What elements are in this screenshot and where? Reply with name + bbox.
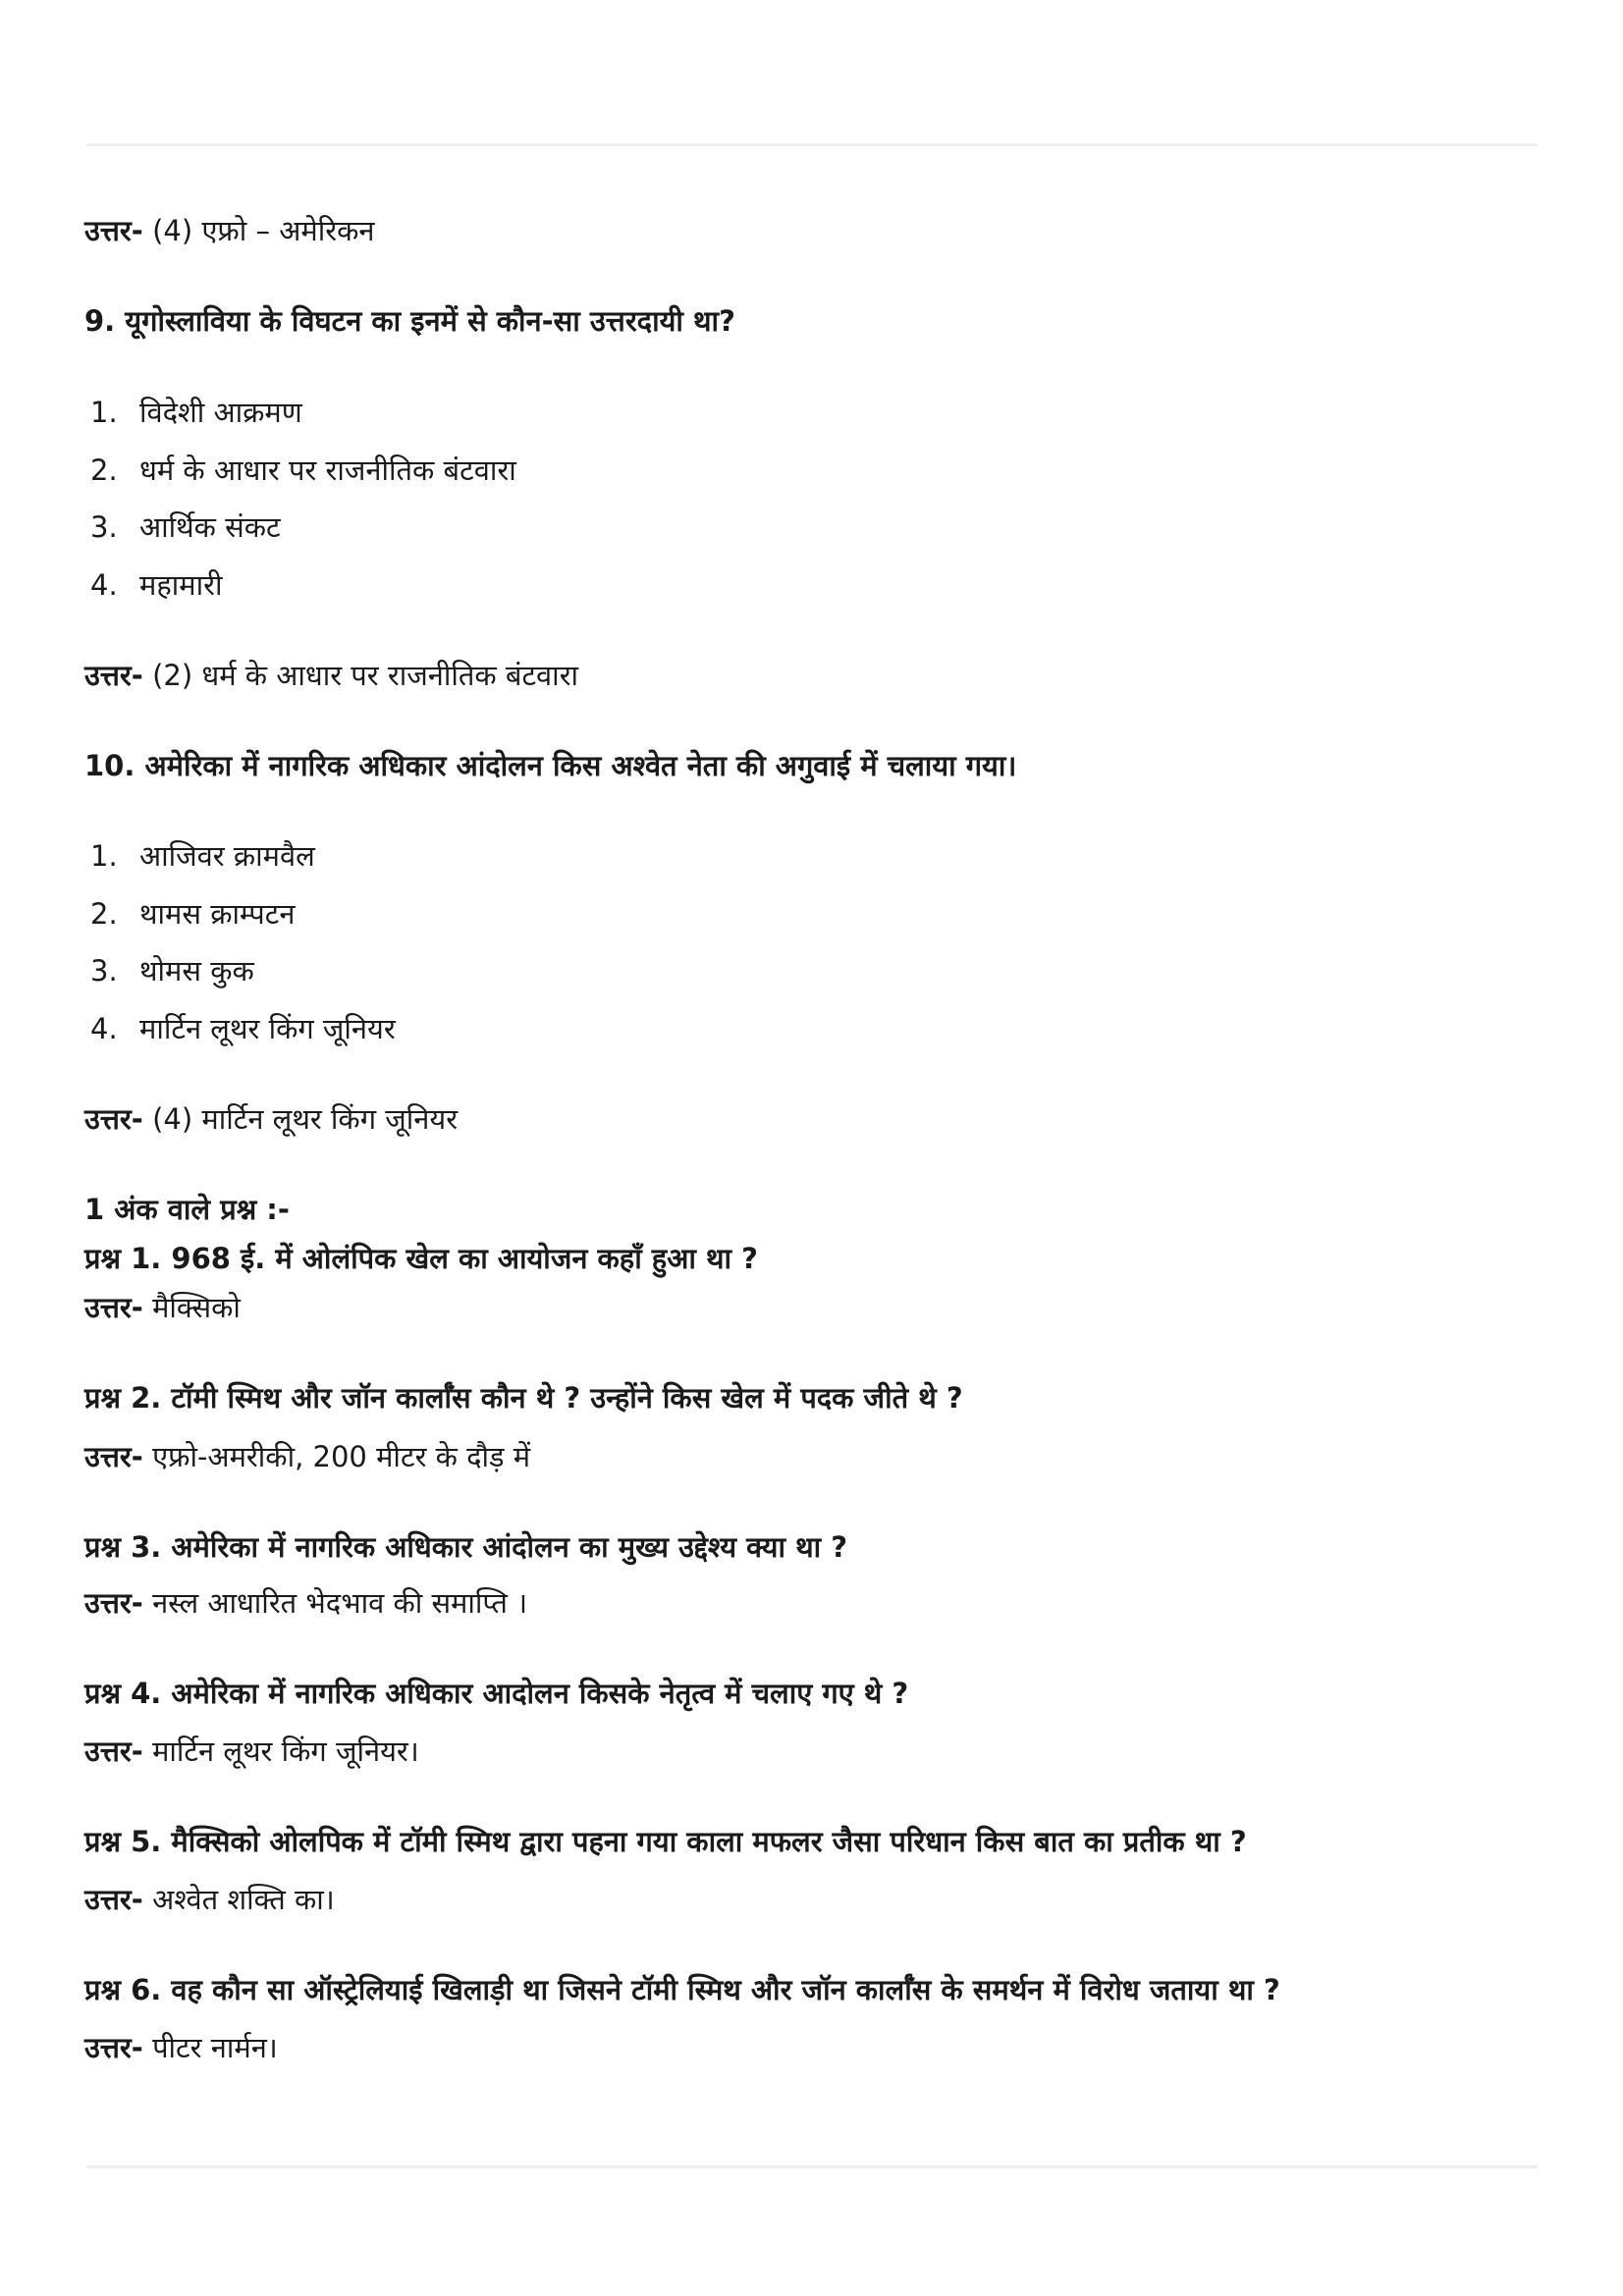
answer-label: उत्तर- [84, 1586, 143, 1620]
short-question-1: प्रश्न 1. 968 ई. में ओलंपिक खेल का आयोजन कहाँ हुआ था ? [84, 1242, 758, 1275]
q10-option-2 [90, 894, 295, 934]
short-question-6: प्रश्न 6. वह कौन सा ऑस्ट्रेलियाई खिलाड़ी था जिसने टॉमी स्मिथ और जॉन कार्लाँस के समर्थन में विरोध जताया था ? [84, 1973, 1280, 2006]
option-text: थामस क्राम्पटन [139, 897, 296, 931]
answer-label: उत्तर- [84, 2031, 143, 2064]
answer-text: (2) धर्म के आधार पर राजनीतिक बंटवारा [152, 659, 579, 692]
short-answer-3 [84, 1583, 527, 1623]
short-answer-2 [84, 1437, 530, 1476]
answer-text: एफ्रो-अमरीकी, 200 मीटर के दौड़ में [152, 1440, 531, 1473]
option-number: 4. [90, 568, 118, 602]
question-10: 10. अमेरिका में नागरिक अधिकार आंदोलन किस अश्वेत नेता की अगुवाई में चलाया गया। [84, 749, 1017, 782]
short-question-5: प्रश्न 5. मैक्सिको ओलपिक में टॉमी स्मिथ द्वारा पहना गया काला मफलर जैसा परिधान किस बात का प्रतीक था ? [84, 1825, 1247, 1858]
short-question-3: प्रश्न 3. अमेरिका में नागरिक अधिकार आंदोलन का मुख्य उद्देश्य क्या था ? [84, 1530, 848, 1564]
answer-text: (4) एफ्रो – अमेरिकन [152, 214, 375, 247]
q9-option-2 [90, 451, 516, 490]
section-heading: 1 अंक वाले प्रश्न :- [84, 1193, 290, 1226]
answer-label: उत्तर- [84, 1883, 143, 1916]
answer-label: उत्तर- [84, 1440, 143, 1473]
option-text: आर्थिक संकट [139, 510, 281, 544]
q9-option-4 [90, 565, 222, 605]
option-number: 4. [90, 1012, 118, 1045]
short-question-4: प्रश्न 4. अमेरिका में नागरिक अधिकार आदोलन किसके नेतृत्व में चलाए गए थे ? [84, 1677, 909, 1710]
answer-label: उत्तर- [84, 1735, 143, 1768]
answer-label: उत्तर- [84, 214, 143, 247]
option-text: विदेशी आक्रमण [139, 396, 302, 429]
q9-option-3 [90, 507, 281, 547]
answer-text: मार्टिन लूथर किंग जूनियर। [152, 1735, 419, 1768]
answer-text: मैक्सिको [152, 1291, 241, 1324]
option-number: 2. [90, 897, 118, 931]
option-text: मार्टिन लूथर किंग जूनियर [139, 1012, 396, 1045]
short-answer-1 [84, 1288, 241, 1327]
top-divider [86, 143, 1538, 146]
answer-label: उत्तर- [84, 1102, 143, 1136]
option-text: थोमस कुक [139, 954, 254, 988]
q9-option-1 [90, 393, 302, 432]
answer-text: नस्ल आधारित भेदभाव की समाप्ति । [152, 1586, 528, 1620]
short-question-2: प्रश्न 2. टॉमी स्मिथ और जॉन कार्लाँस कौन थे ? उन्होंने किस खेल में पदक जीते थे ? [84, 1381, 963, 1415]
option-number: 2. [90, 454, 118, 487]
option-number: 1. [90, 839, 118, 873]
answer-label: उत्तर- [84, 659, 143, 692]
answer-line [84, 211, 374, 250]
q9-answer [84, 656, 578, 695]
option-text: आजिवर क्रामवैल [139, 839, 315, 873]
option-number: 3. [90, 510, 118, 544]
q10-option-3 [90, 951, 254, 990]
q10-answer [84, 1099, 458, 1139]
option-number: 1. [90, 396, 118, 429]
q10-option-4 [90, 1009, 396, 1048]
short-answer-5 [84, 1880, 335, 1919]
short-answer-6 [84, 2028, 278, 2067]
answer-text: पीटर नार्मन। [152, 2031, 278, 2064]
option-text: महामारी [139, 568, 223, 602]
option-number: 3. [90, 954, 118, 988]
answer-text: अश्वेत शक्ति का। [152, 1883, 335, 1916]
answer-text: (4) मार्टिन लूथर किंग जूनियर [152, 1102, 459, 1136]
question-9: 9. यूगोस्लाविया के विघटन का इनमें से कौन-सा उत्तरदायी था? [84, 304, 735, 338]
short-answer-4 [84, 1732, 419, 1771]
q10-option-1 [90, 836, 315, 876]
option-text: धर्म के आधार पर राजनीतिक बंटवारा [139, 454, 516, 487]
bottom-divider [86, 2165, 1538, 2168]
answer-label: उत्तर- [84, 1291, 143, 1324]
